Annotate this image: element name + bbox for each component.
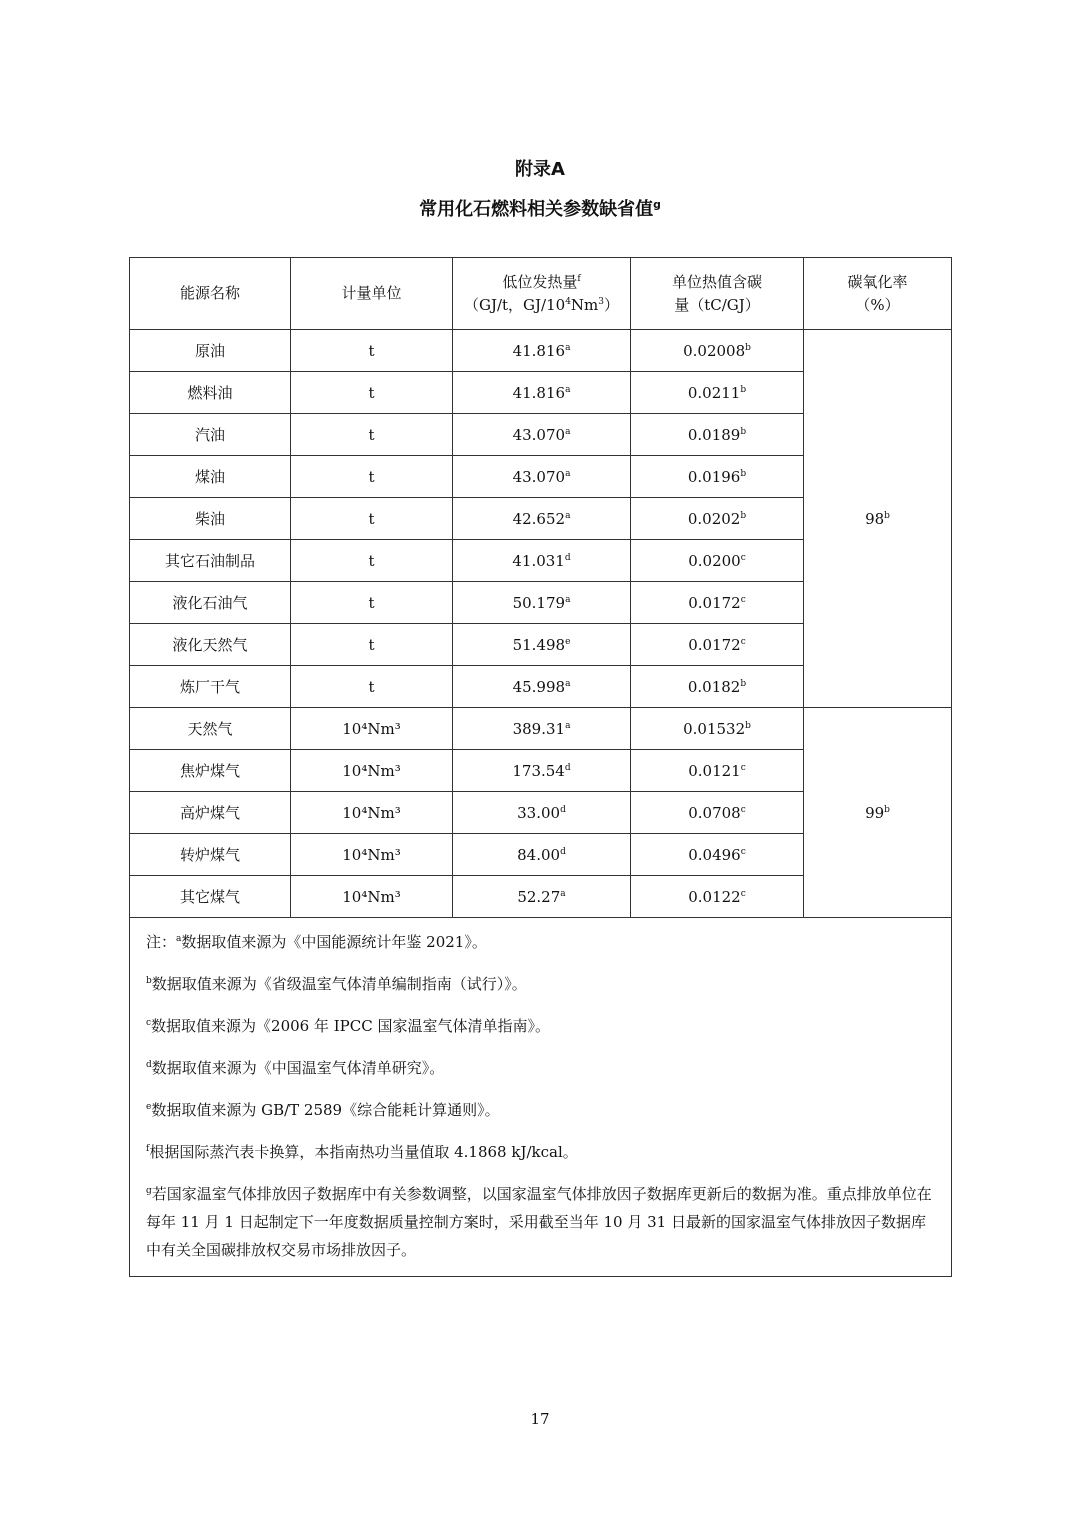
carbon-content-source-mark: b [740, 510, 747, 521]
ncv-source-mark: a [565, 678, 571, 689]
ncv-value: 42.652 [512, 509, 566, 528]
carbon-content-cell [631, 372, 804, 414]
carbon-content-cell [631, 540, 804, 582]
energy-name-cell: 燃料油 [130, 372, 291, 414]
energy-name-cell: 煤油 [130, 456, 291, 498]
oxidation-rate-value: 99 [865, 803, 885, 822]
carbon-content-cell [631, 834, 804, 876]
carbon-content-source-mark: c [740, 804, 746, 815]
header-ox-line1: 碳氧化率 [847, 272, 908, 291]
carbon-content-value: 0.0196 [687, 467, 741, 486]
unit-cell: t [291, 414, 453, 456]
header-ox-line2: （%） [855, 295, 900, 314]
unit-cell: 10⁴Nm³ [291, 834, 453, 876]
carbon-content-cell [631, 498, 804, 540]
table-title-text: 常用化石燃料相关参数缺省值 [419, 199, 654, 220]
footnote-text: 数据取值来源为《省级温室气体清单编制指南（试行）》。 [151, 975, 527, 993]
unit-cell: t [291, 666, 453, 708]
ncv-cell [453, 876, 631, 918]
footnote-text: 数据取值来源为《中国能源统计年鉴 2021》。 [181, 933, 487, 951]
footnote-mark: c [146, 1018, 152, 1028]
ncv-source-mark: a [565, 510, 571, 521]
footnote [146, 928, 939, 956]
carbon-content-value: 0.0121 [688, 761, 741, 780]
carbon-content-source-mark: b [740, 426, 747, 437]
table-title-footnote-mark: g [653, 198, 661, 211]
ncv-cell [453, 708, 631, 750]
ncv-value: 41.816 [512, 383, 566, 402]
unit-cell: t [291, 624, 453, 666]
ncv-cell [453, 456, 631, 498]
page-number: 17 [530, 1410, 550, 1428]
carbon-content-source-mark: c [740, 888, 746, 899]
unit-cell: 10⁴Nm³ [291, 708, 453, 750]
footnote [146, 1012, 939, 1040]
ncv-value: 41.816 [512, 341, 566, 360]
header-cc-line2: 量（tC/GJ） [674, 295, 760, 314]
carbon-content-source-mark: b [745, 720, 751, 731]
ncv-source-mark: d [560, 846, 566, 857]
unit-cell: 10⁴Nm³ [291, 750, 453, 792]
carbon-content-source-mark: b [740, 468, 747, 479]
table-row [130, 708, 952, 750]
table-header-row [130, 258, 952, 330]
carbon-content-source-mark: c [740, 594, 746, 605]
footnote [146, 1180, 939, 1264]
notes-row [130, 918, 952, 1277]
ncv-value: 33.00 [517, 803, 561, 822]
ncv-source-mark: a [565, 342, 571, 353]
footnote-text: 数据取值来源为 GB/T 2589《综合能耗计算通则》。 [151, 1101, 500, 1119]
ncv-value: 43.070 [512, 425, 566, 444]
ncv-value: 45.998 [512, 677, 566, 696]
footnote-text: 根据国际蒸汽表卡换算，本指南热功当量值取 4.1868 kJ/kcal。 [149, 1143, 578, 1161]
ncv-value: 84.00 [517, 845, 561, 864]
fuel-parameters-table [129, 257, 952, 1277]
energy-name-cell: 转炉煤气 [130, 834, 291, 876]
carbon-content-source-mark: c [740, 552, 746, 563]
notes-cell [130, 918, 952, 1277]
unit-cell: t [291, 330, 453, 372]
ncv-source-mark: a [560, 888, 566, 899]
footnote [146, 1096, 939, 1124]
header-oxidation-rate [804, 258, 952, 330]
carbon-content-value: 0.0172 [688, 635, 741, 654]
unit-cell: t [291, 540, 453, 582]
energy-name-cell: 原油 [130, 330, 291, 372]
energy-name-cell: 其它煤气 [130, 876, 291, 918]
header-carbon-content [631, 258, 804, 330]
footnote [146, 1138, 939, 1166]
energy-name-cell: 炼厂干气 [130, 666, 291, 708]
header-ncv [453, 258, 631, 330]
ncv-cell [453, 372, 631, 414]
header-ncv-label: 低位发热量 [502, 272, 578, 291]
carbon-content-cell [631, 330, 804, 372]
ncv-source-mark: a [565, 468, 571, 479]
carbon-content-source-mark: b [745, 342, 751, 353]
ncv-value: 52.27 [517, 887, 561, 906]
unit-cell: t [291, 498, 453, 540]
carbon-content-source-mark: b [740, 678, 747, 689]
footnote-text: 数据取值来源为《2006 年 IPCC 国家温室气体清单指南》。 [151, 1017, 550, 1035]
oxidation-rate-cell [804, 708, 952, 918]
carbon-content-source-mark: b [740, 384, 747, 395]
ncv-value: 41.031 [512, 551, 565, 570]
energy-name-cell: 液化石油气 [130, 582, 291, 624]
ncv-cell [453, 792, 631, 834]
unit-cell: 10⁴Nm³ [291, 792, 453, 834]
carbon-content-cell [631, 750, 804, 792]
carbon-content-cell [631, 876, 804, 918]
table-title [0, 195, 1080, 221]
header-energy-name: 能源名称 [130, 258, 291, 330]
ncv-source-mark: d [560, 804, 566, 815]
carbon-content-cell [631, 792, 804, 834]
ncv-source-mark: d [564, 552, 571, 563]
header-ncv-unit-exp2: 3 [598, 296, 605, 307]
carbon-content-value: 0.0496 [688, 845, 741, 864]
table-body [130, 330, 952, 918]
ncv-source-mark: a [565, 594, 571, 605]
footnote [146, 1054, 939, 1082]
energy-name-cell: 汽油 [130, 414, 291, 456]
carbon-content-cell [631, 708, 804, 750]
header-ncv-unit-post: ） [604, 295, 620, 314]
header-ncv-unit-mid: Nm [570, 295, 599, 314]
ncv-source-mark: d [564, 762, 571, 773]
table-row [130, 330, 952, 372]
ncv-source-mark: a [565, 720, 571, 731]
footnote-mark: f [146, 1144, 150, 1154]
header-unit: 计量单位 [291, 258, 453, 330]
unit-cell: t [291, 456, 453, 498]
oxidation-rate-cell [804, 330, 952, 708]
ncv-value: 173.54 [512, 761, 565, 780]
energy-name-cell: 高炉煤气 [130, 792, 291, 834]
energy-name-cell: 天然气 [130, 708, 291, 750]
ncv-cell [453, 330, 631, 372]
footnote [146, 970, 939, 998]
header-ncv-unit-pre: （GJ/t，GJ/10 [463, 295, 566, 314]
footnote-mark: g [146, 1186, 152, 1196]
carbon-content-value: 0.0122 [688, 887, 741, 906]
header-ncv-unit-exp: 4 [565, 296, 571, 307]
ncv-source-mark: a [565, 426, 571, 437]
energy-name-cell: 其它石油制品 [130, 540, 291, 582]
carbon-content-source-mark: c [740, 636, 746, 647]
appendix-title: 附录A [515, 159, 565, 180]
carbon-content-value: 0.0211 [687, 383, 741, 402]
ncv-value: 389.31 [512, 719, 566, 738]
ncv-cell [453, 498, 631, 540]
header-cc-line1: 单位热值含碳 [671, 272, 762, 291]
carbon-content-value: 0.0200 [688, 551, 741, 570]
ncv-source-mark: e [565, 636, 571, 647]
carbon-content-value: 0.0189 [687, 425, 741, 444]
carbon-content-value: 0.0708 [688, 803, 741, 822]
carbon-content-cell [631, 414, 804, 456]
ncv-value: 50.179 [512, 593, 566, 612]
footnote-mark: d [146, 1060, 152, 1070]
ncv-value: 43.070 [512, 467, 566, 486]
ncv-value: 51.498 [512, 635, 566, 654]
header-ncv-mark: f [577, 273, 581, 284]
energy-name-cell: 焦炉煤气 [130, 750, 291, 792]
energy-name-cell: 柴油 [130, 498, 291, 540]
footnote-text: 若国家温室气体排放因子数据库中有关参数调整，以国家温室气体排放因子数据库更新后的数据为准。重点排放单位在每年 11 月 1 日起制定下一年度数据质量控制方案时，采用截至当年 10 月 31 日最新的国家温室气体排放因子数据库中有关全国碳排放权交易市场排放因子。 [146, 1185, 932, 1259]
footnote-prefix: 注： [146, 933, 177, 951]
ncv-cell [453, 666, 631, 708]
unit-cell: t [291, 582, 453, 624]
ncv-cell [453, 834, 631, 876]
carbon-content-source-mark: c [740, 762, 746, 773]
energy-name-cell: 液化天然气 [130, 624, 291, 666]
unit-cell: 10⁴Nm³ [291, 876, 453, 918]
carbon-content-cell [631, 624, 804, 666]
ncv-cell [453, 414, 631, 456]
carbon-content-cell [631, 456, 804, 498]
carbon-content-value: 0.0202 [687, 509, 741, 528]
carbon-content-source-mark: c [740, 846, 746, 857]
ncv-cell [453, 582, 631, 624]
oxidation-rate-source-mark: b [884, 804, 890, 815]
footnote-mark: a [176, 934, 182, 944]
ncv-cell [453, 624, 631, 666]
footnote-mark: e [146, 1102, 152, 1112]
ncv-cell [453, 540, 631, 582]
oxidation-rate-value: 98 [865, 509, 885, 528]
oxidation-rate-source-mark: b [884, 510, 890, 521]
carbon-content-value: 0.0172 [688, 593, 741, 612]
carbon-content-value: 0.02008 [683, 341, 746, 360]
carbon-content-cell [631, 666, 804, 708]
carbon-content-value: 0.01532 [683, 719, 746, 738]
carbon-content-cell [631, 582, 804, 624]
footnote-mark: b [146, 976, 152, 986]
unit-cell: t [291, 372, 453, 414]
ncv-cell [453, 750, 631, 792]
footnote-text: 数据取值来源为《中国温室气体清单研究》。 [151, 1059, 445, 1077]
carbon-content-value: 0.0182 [687, 677, 741, 696]
ncv-source-mark: a [565, 384, 571, 395]
